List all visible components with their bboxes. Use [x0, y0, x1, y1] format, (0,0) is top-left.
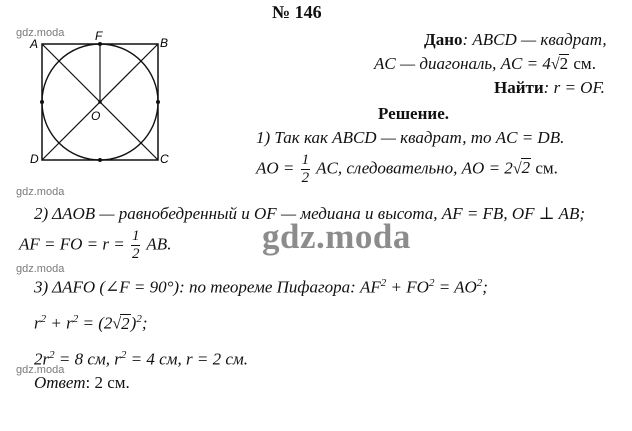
- step-1b: AO = $\frac{1}{2}$ AC, следовательно, AO = 2√2 см.: [256, 152, 558, 186]
- watermark-mid1: gdz.moda: [16, 186, 65, 198]
- given-text-2: AC — диагональ, AC = 4: [374, 54, 551, 73]
- problem-number: № 146: [272, 2, 322, 22]
- label-a: A: [30, 37, 39, 51]
- label-c: C: [160, 152, 169, 166]
- given-line-1: [424, 30, 607, 50]
- given-text-1: : ABCD — квадрат,: [462, 30, 607, 49]
- step-2b-pre: AF = FO = r =: [19, 234, 125, 254]
- solution-heading: Решение.: [378, 104, 449, 123]
- geometry-figure: [27, 30, 167, 165]
- given-label: Дано: [424, 30, 463, 49]
- answer-line: [34, 373, 130, 393]
- label-d: D: [30, 152, 39, 166]
- label-o: O: [91, 109, 101, 123]
- step-3c: $2r^2 = 8$ см, $r^2 = 4$ см, r = 2 см.: [34, 349, 248, 369]
- step-1: 1) Так как ABCD — квадрат, то AC = DB.: [256, 128, 565, 147]
- step-2b-post: AB.: [146, 234, 172, 254]
- answer-label: Ответ: [34, 373, 86, 392]
- fraction-half-2: $\frac{1}{2}$: [131, 228, 140, 262]
- step-3: 3) ΔAFO (∠F = 90°): по теореме Пифагора: $AF^2 + FO^2 = AO^2$;: [34, 277, 488, 297]
- label-b: B: [160, 36, 169, 50]
- tangent-point-right: [156, 100, 160, 104]
- answer-text: : 2 см.: [85, 373, 130, 392]
- step-1b-pre: AO =: [256, 158, 295, 178]
- watermark-top: gdz.moda: [16, 27, 65, 39]
- step-1b-unit: см.: [535, 158, 558, 178]
- given-line-2: AC — диагональ, AC = 4√2 см.: [374, 54, 596, 73]
- find-line: [494, 78, 605, 98]
- watermark-big: gdz.moda: [262, 217, 411, 256]
- step-3b: $r^2 + r^2 = (2√2)^2$;: [34, 313, 148, 333]
- watermark-mid2: gdz.moda: [16, 263, 65, 275]
- step-1b-mid: AC, следовательно, AO = 2: [316, 158, 513, 178]
- watermark-bottom: gdz.moda: [16, 364, 65, 376]
- step-1b-radicand: 2: [521, 158, 531, 178]
- tangent-point-bottom: [98, 158, 102, 162]
- given-radicand: 2: [559, 54, 569, 73]
- tangent-point-left: [40, 100, 44, 104]
- label-f: F: [95, 29, 103, 43]
- step-2b: [19, 229, 171, 262]
- find-text: : r = OF.: [543, 78, 605, 97]
- step-2: 2) ΔAOB — равнобедренный и OF — медиана и высота, AF = FB, OF ⊥ AB;: [34, 204, 586, 223]
- fraction-half-1: $\frac{1}{2}$: [301, 152, 310, 186]
- find-label: Найти: [494, 78, 544, 97]
- given-unit: см.: [573, 54, 596, 73]
- point-o: [98, 100, 102, 104]
